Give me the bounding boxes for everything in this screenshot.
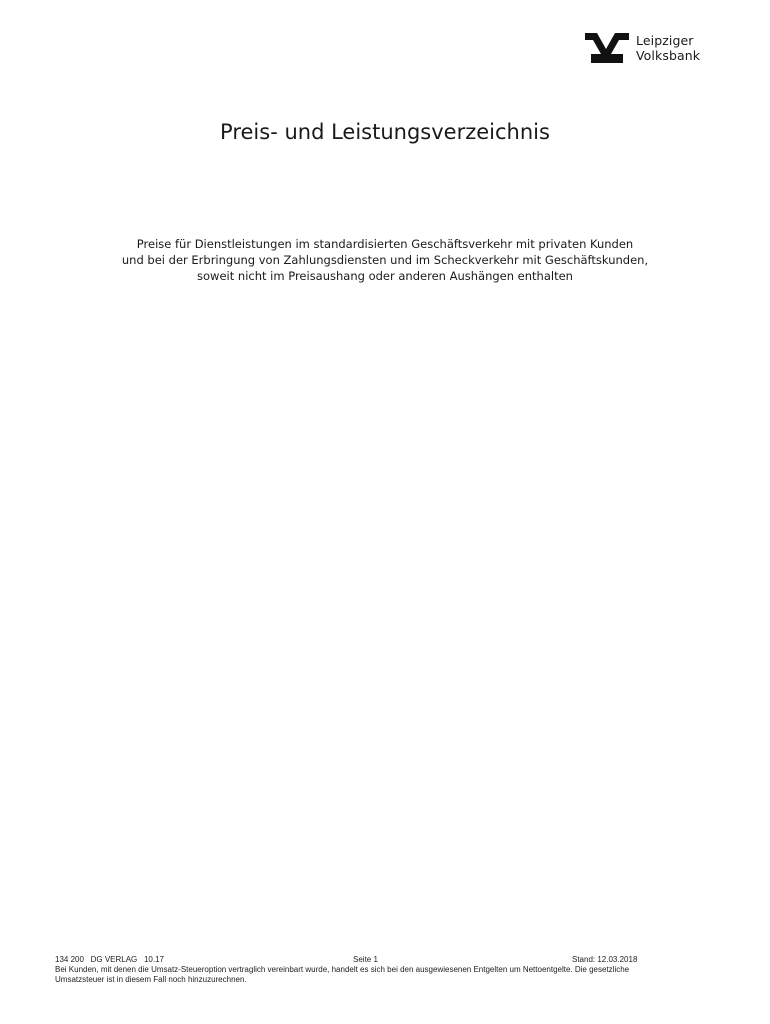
bank-name-line1: Leipziger: [636, 33, 694, 48]
document-date: Stand: 12.03.2018: [572, 955, 638, 964]
form-number: 134 200: [55, 955, 84, 964]
document-title: Preis- und Leistungsverzeichnis: [220, 120, 550, 144]
bank-name-line2: Volksbank: [636, 48, 701, 63]
subtitle-line: und bei der Erbringung von Zahlungsdiensten und im Scheckverkehr mit Geschäftskunden,: [121, 253, 649, 267]
document-subtitle: [0, 236, 770, 284]
publisher: DG VERLAG: [90, 955, 138, 964]
page-number: Seite 1: [353, 955, 378, 964]
bank-name: [636, 33, 700, 63]
volksbank-logo-icon: [585, 33, 629, 63]
bank-logo: [585, 33, 700, 63]
vat-note-line: Bei Kunden, mit denen die Umsatz-Steueroption vertraglich vereinbart wurde, handelt es sich bei den ausgewiesenen Entgelten um Nettoentgelte. Die gesetzliche: [55, 965, 630, 974]
footer-form-info: [55, 955, 164, 965]
page-footer: [55, 955, 715, 985]
form-version: 10.17: [143, 955, 164, 964]
subtitle-line: soweit nicht im Preisaushang oder anderen Aushängen enthalten: [197, 269, 573, 283]
footer-meta: [55, 955, 715, 965]
subtitle-line: Preise für Dienstleistungen im standardisierten Geschäftsverkehr mit privaten Kunden: [136, 237, 634, 251]
vat-note: [55, 965, 715, 985]
vat-note-line: Umsatzsteuer ist in diesem Fall noch hinzuzurechnen.: [55, 975, 247, 984]
